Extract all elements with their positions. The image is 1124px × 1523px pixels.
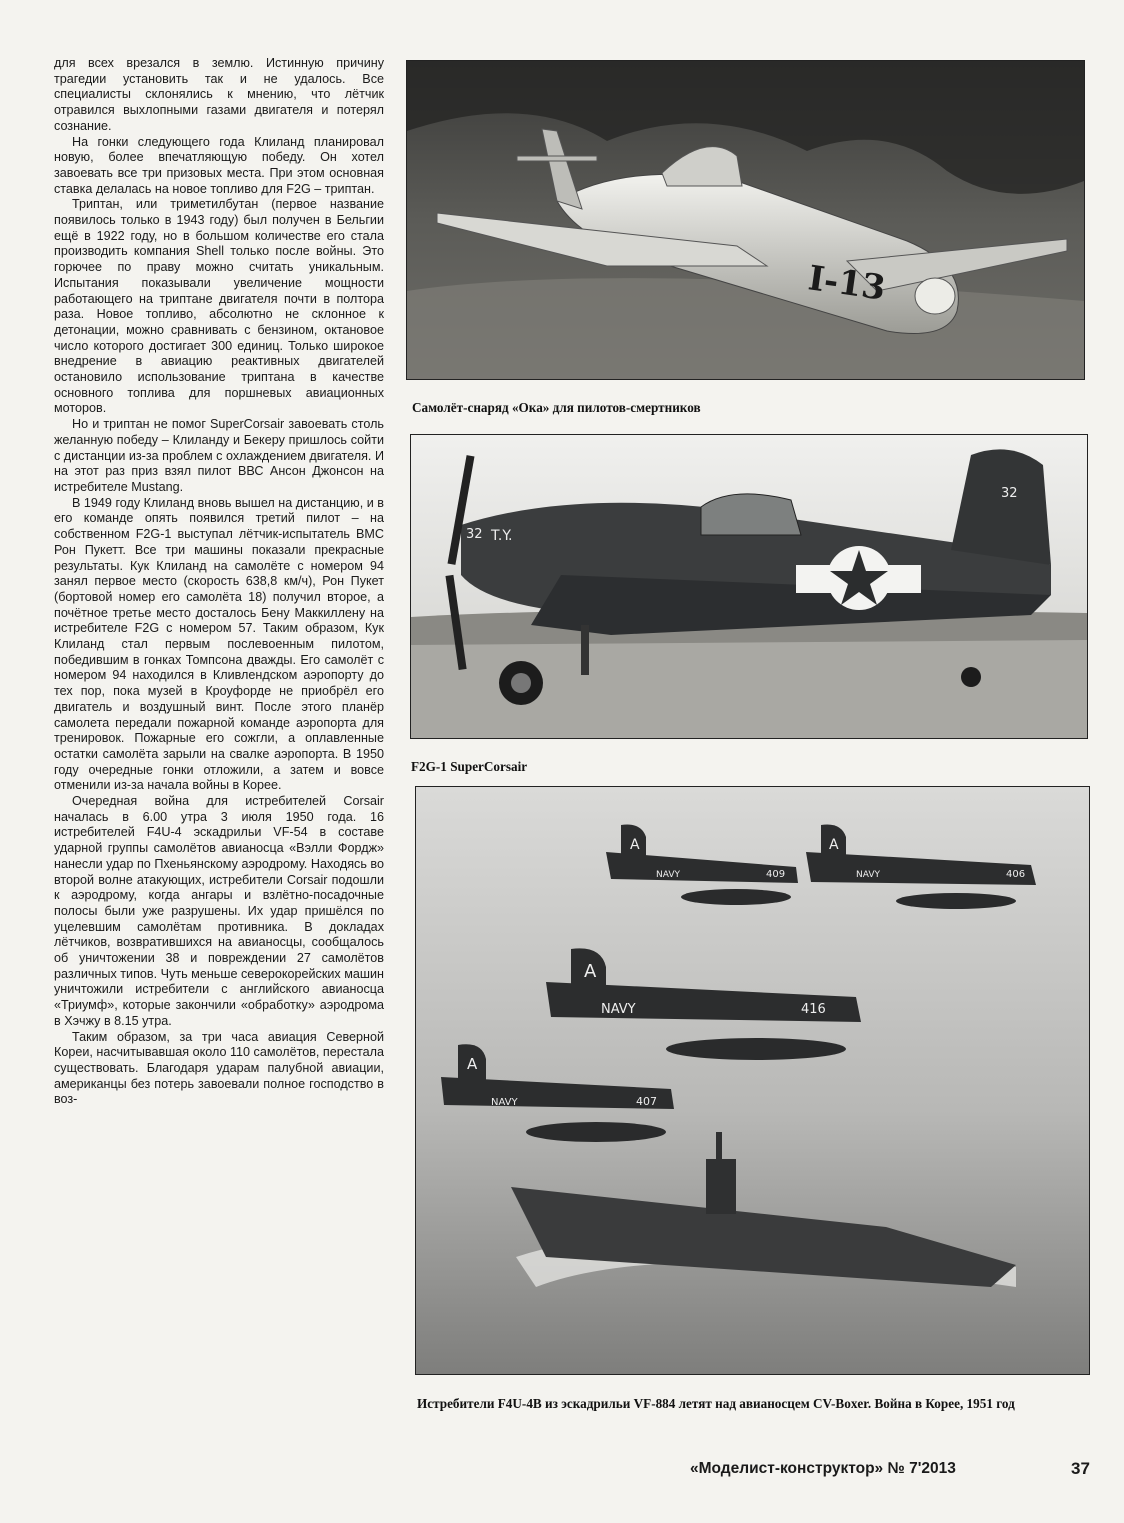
- article-paragraph: Очередная война для истребителей Corsair началась в 6.00 утра 3 июля 1950 года. 16 истребителей F4U-4 эскадрильи VF-54 в составе ударной группы самолётов авианосца «Вэлли Фордж» нанесли удар по Пхеньянскому аэродрому. Находясь во второй волне атакующих, истребители Corsair подошли к аэродрому, когда ангары и взлётно-посадочные полосы были уже разрушены. Их удар пришёлся по уцелевшим самолётам противника. В докладах лётчиков, возвратившихся на авианосцы, сообщалось об уничтожении 38 и повреждении 27 самолётов различных типов. Чуть меньше северокорейских машин уничтожили истребители с английского авианосца «Триумф», которые закончили «обработку» аэродрома в Хэчжу в 8.15 утра.: [54, 794, 384, 1028]
- svg-text:406: 406: [1006, 869, 1026, 880]
- f2g-nose-code: 32: [466, 527, 483, 542]
- oka-caption: Самолёт-снаряд «Ока» для пилотов-смертников: [412, 400, 701, 415]
- article-text-column: [54, 56, 384, 1108]
- article-paragraph: В 1949 году Клиланд вновь вышел на дистанцию, и в его команде опять появился третий пилот – на собственном F2G-1 выступал лётчик-испытатель ВМС Рон Пукетт. Все три машины показали прекрасные результаты. Кук Клиланд на самолёте с номером 94 занял первое место (скорость 638,8 км/ч), Рон Пукет (бортовой номер его самолёта 18) получил второе, а почётное третье место досталось Бену Маккиллену на истребителе F2G с номером 57. Таким образом, Кук Клиланд стал первым послевоенным пилотом, победившим в гонках Томпсона дважды. Его самолёт с номером 94 находился в Кливлендском аэропорту до тех пор, пока музей в Кроуфорде не приобрёл его двигатель и воздушный винт. После этого планёр самолета передали пожарной команде аэропорта для тренировок. Пожарные его сожгли, а оплавленные остатки самолёта зарыли на свалке аэропорта. В 1950 году очередные гонки отложили, а затем и вовсе отменили из-за начала войны в Корее.: [54, 495, 384, 793]
- f2g-photo: [410, 434, 1088, 739]
- article-paragraph: На гонки следующего года Клиланд планировал новую, более впечатляющую победу. Он хотел завоевать все три призовых места. При этом основная ставка делалась на новое топливо для F2G – триптан.: [54, 134, 384, 196]
- svg-text:NAVY: NAVY: [491, 1097, 518, 1108]
- article-paragraph: Таким образом, за три часа авиация Северной Кореи, насчитывавшая около 110 самолётов, перестала существовать. Благодаря ударам палубной авиации, американцы без потерь завоевали полное господство в воз-: [54, 1029, 385, 1107]
- oka-photo: [406, 60, 1085, 380]
- page-number: 37: [1071, 1459, 1090, 1478]
- svg-text:A: A: [829, 837, 839, 853]
- svg-text:409: 409: [766, 869, 786, 880]
- svg-text:416: 416: [801, 1002, 826, 1017]
- article-paragraph: для всех врезался в землю. Истинную причину трагедии установить так и не удалось. Все специалисты склонялись к мнению, что лётчик отравился выхлопными газами двигателя и потерял сознание.: [54, 56, 384, 133]
- article-paragraph: Но и триптан не помог SuperCorsair завоевать столь желанную победу – Клиланду и Бекеру пришлось сойти с дистанции из-за проблем с охлаждением двигателя. И на этот раз приз взял пилот ВВС Ансон Джонсон на истребителе Mustang.: [54, 417, 384, 494]
- svg-text:407: 407: [636, 1095, 657, 1108]
- f2g-nose-letters: T.Y.: [491, 528, 513, 544]
- svg-text:A: A: [630, 837, 640, 853]
- formation-photo: [415, 786, 1090, 1375]
- svg-text:A: A: [584, 961, 597, 982]
- formation-caption: Истребители F4U-4B из эскадрильи VF-884 летят над авианосцем CV-Boxer. Война в Корее, 1951 год: [417, 1396, 1015, 1411]
- oka-marking: I-13: [805, 258, 888, 309]
- article-paragraph: Триптан, или триметилбутан (первое название появилось только в 1943 году) был получен в Бельгии ещё в 1922 году, но в большом количестве его стала производить компания Shell только после войны. Это горючее по праву можно считать уникальным. Испытания показывали увеличение мощности работающего на триптане двигателя почти в полтора раза. Новое топливо, абсолютно не склонное к детонации, можно сравнивать с бензином, октановое число которого достигает 300 единиц. Только широкое внедрение в авиацию реактивных двигателей остановило использование триптана в качестве основного топлива для поршневых авиационных моторов.: [54, 197, 384, 416]
- svg-text:NAVY: NAVY: [601, 1002, 636, 1017]
- f2g-tail-code: 32: [1001, 486, 1018, 501]
- svg-text:A: A: [467, 1055, 478, 1073]
- svg-text:NAVY: NAVY: [856, 870, 880, 880]
- svg-text:NAVY: NAVY: [656, 870, 680, 880]
- f2g-caption: F2G-1 SuperCorsair: [411, 759, 528, 774]
- magazine-footer: «Моделист-конструктор» № 7'2013: [690, 1460, 956, 1477]
